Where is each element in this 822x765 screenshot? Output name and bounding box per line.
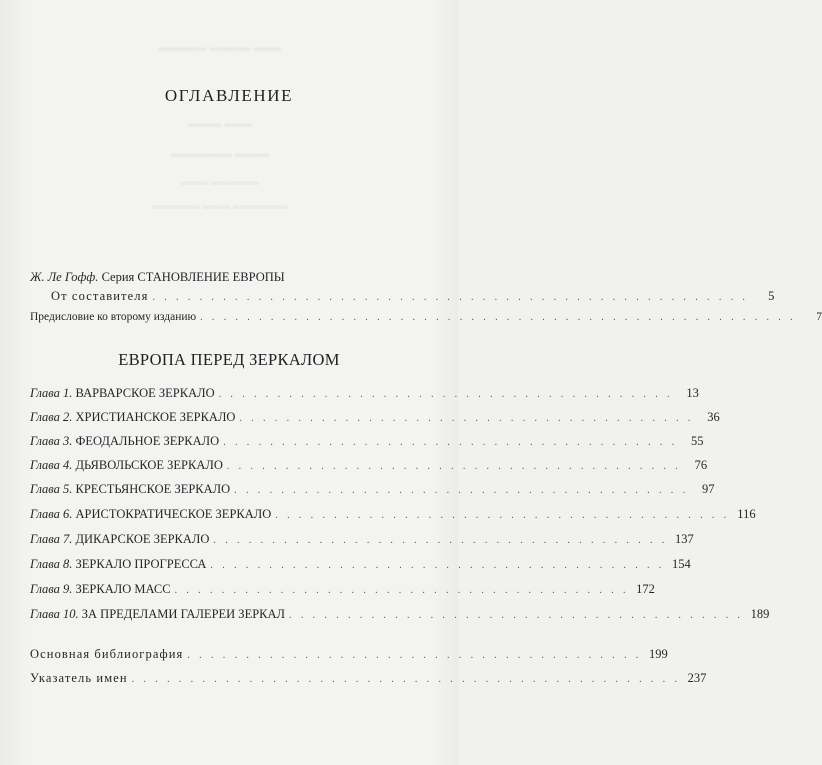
leader-dots: . . . . . . . . . . . . . . . . . . . . . . . . . . . . . . . . . . . . . . . [210,560,665,571]
chapter-prefix: Глава 9. [30,582,73,596]
chapter-entry-3[interactable] [30,434,704,449]
chapter-prefix: Глава 2. [30,410,73,424]
toc-entry-label: Указатель имен [30,671,128,685]
chapter-page: 137 [674,532,694,546]
bleed-through-text: ════ ═══════ [180,178,260,188]
leader-dots: . . . . . . . . . . . . . . . . . . . . . . . . . . . . . . . . . . . . . . . . . . . . . . . . . . . [152,292,749,303]
chapter-prefix: Глава 4. [30,458,73,472]
chapter-title: ЗА ПРЕДЕЛАМИ ГАЛЕРЕИ ЗЕРКАЛ [81,607,286,621]
chapter-prefix: Глава 6. [30,507,73,521]
leader-dots: . . . . . . . . . . . . . . . . . . . . . . . . . . . . . . . . . . . . . . . . . . . . . . . . . . . [200,312,796,323]
toc-entry[interactable] [51,289,775,304]
chapter-page: 154 [671,557,691,571]
series-name: СТАНОВЛЕНИЕ ЕВРОПЫ [137,270,285,284]
bleed-through-text: ═══════ ════ ════════ [151,202,289,212]
chapter-page: 36 [707,410,720,424]
chapter-prefix: Глава 10. [30,607,79,621]
toc-entry-label: От составителя [51,289,149,303]
chapter-prefix: Глава 8. [30,557,73,571]
chapter-page: 76 [694,458,708,472]
bleed-through-text: ═════════ ═════ [170,150,270,160]
chapter-title: ВАРВАРСКОЕ ЗЕРКАЛО [75,386,215,400]
leader-dots: . . . . . . . . . . . . . . . . . . . . . . . . . . . . . . . . . . . . . . . [289,610,744,621]
series-prefix: Серия [101,270,135,284]
leader-dots: . . . . . . . . . . . . . . . . . . . . . . . . . . . . . . . . . . . . . . . . . . . . . . . [131,674,681,685]
leader-dots: . . . . . . . . . . . . . . . . . . . . . . . . . . . . . . . . . . . . . . . [226,461,682,472]
toc-entry-page: 5 [768,289,775,303]
leader-dots: . . . . . . . . . . . . . . . . . . . . . . . . . . . . . . . . . . . . . . . [223,437,678,448]
toc-entry-label: Предисловие ко второму изданию [30,311,197,323]
chapter-page: 189 [750,607,770,621]
leader-dots: . . . . . . . . . . . . . . . . . . . . . . . . . . . . . . . . . . . . . . . [275,510,730,521]
chapter-title: ДЬЯВОЛЬСКОЕ ЗЕРКАЛО [75,458,223,472]
bleed-through-text: ═════ ════ [187,120,253,130]
chapter-page: 116 [737,507,756,521]
toc-entry-bibliography[interactable] [30,647,668,662]
chapter-title: ДИКАРСКОЕ ЗЕРКАЛО [75,532,210,546]
chapter-entry-8[interactable] [30,557,691,572]
chapter-title: КРЕСТЬЯНСКОЕ ЗЕРКАЛО [75,482,231,496]
chapter-entry-9[interactable] [30,582,655,597]
toc-entry-page: 199 [648,647,668,661]
chapter-title: ХРИСТИАНСКОЕ ЗЕРКАЛО [75,410,236,424]
series-line [30,270,408,285]
chapter-entry-5[interactable] [30,482,715,497]
leader-dots: . . . . . . . . . . . . . . . . . . . . . . . . . . . . . . . . . . . . . . . [187,650,642,661]
leader-dots: . . . . . . . . . . . . . . . . . . . . . . . . . . . . . . . . . . . . . . . [174,585,629,596]
bleed-through-text: ═══════ ══════ ════ [158,44,282,54]
toc-entry-index[interactable] [30,671,707,686]
toc-entry[interactable] [30,311,822,323]
chapter-page: 55 [691,434,704,448]
leader-dots: . . . . . . . . . . . . . . . . . . . . . . . . . . . . . . . . . . . . . . . [218,389,673,400]
leader-dots: . . . . . . . . . . . . . . . . . . . . . . . . . . . . . . . . . . . . . . . [213,535,668,546]
section-title: ЕВРОПА ПЕРЕД ЗЕРКАЛОМ [118,350,340,369]
chapter-page: 13 [686,386,699,400]
leader-dots: . . . . . . . . . . . . . . . . . . . . . . . . . . . . . . . . . . . . . . . [234,485,689,496]
chapter-entry-1[interactable] [30,386,699,401]
chapter-prefix: Глава 7. [30,532,73,546]
toc-entry-page: 237 [687,671,707,685]
chapter-entry-10[interactable] [30,607,770,622]
chapter-prefix: Глава 5. [30,482,73,496]
chapter-entry-2[interactable] [30,410,720,425]
leader-dots: . . . . . . . . . . . . . . . . . . . . . . . . . . . . . . . . . . . . . . . [239,413,694,424]
chapter-title: ЗЕРКАЛО МАСС [75,582,171,596]
chapter-title: АРИСТОКРАТИЧЕСКОЕ ЗЕРКАЛО [75,507,272,521]
page-title: ОГЛАВЛЕНИЕ [164,86,294,105]
chapter-title: ЗЕРКАЛО ПРОГРЕССА [75,557,207,571]
chapter-prefix: Глава 1. [30,386,73,400]
chapter-page: 172 [636,582,655,596]
chapter-prefix: Глава 3. [30,434,73,448]
chapter-title: ФЕОДАЛЬНОЕ ЗЕРКАЛО [75,434,220,448]
series-author: Ж. Ле Гофф. [30,270,99,284]
chapter-entry-6[interactable] [30,507,756,522]
toc-entry-page: 7 [816,311,822,323]
toc-entry-label: Основная библиография [30,647,184,661]
chapter-entry-7[interactable] [30,532,694,547]
chapter-entry-4[interactable] [30,458,708,473]
chapter-page: 97 [701,482,715,496]
